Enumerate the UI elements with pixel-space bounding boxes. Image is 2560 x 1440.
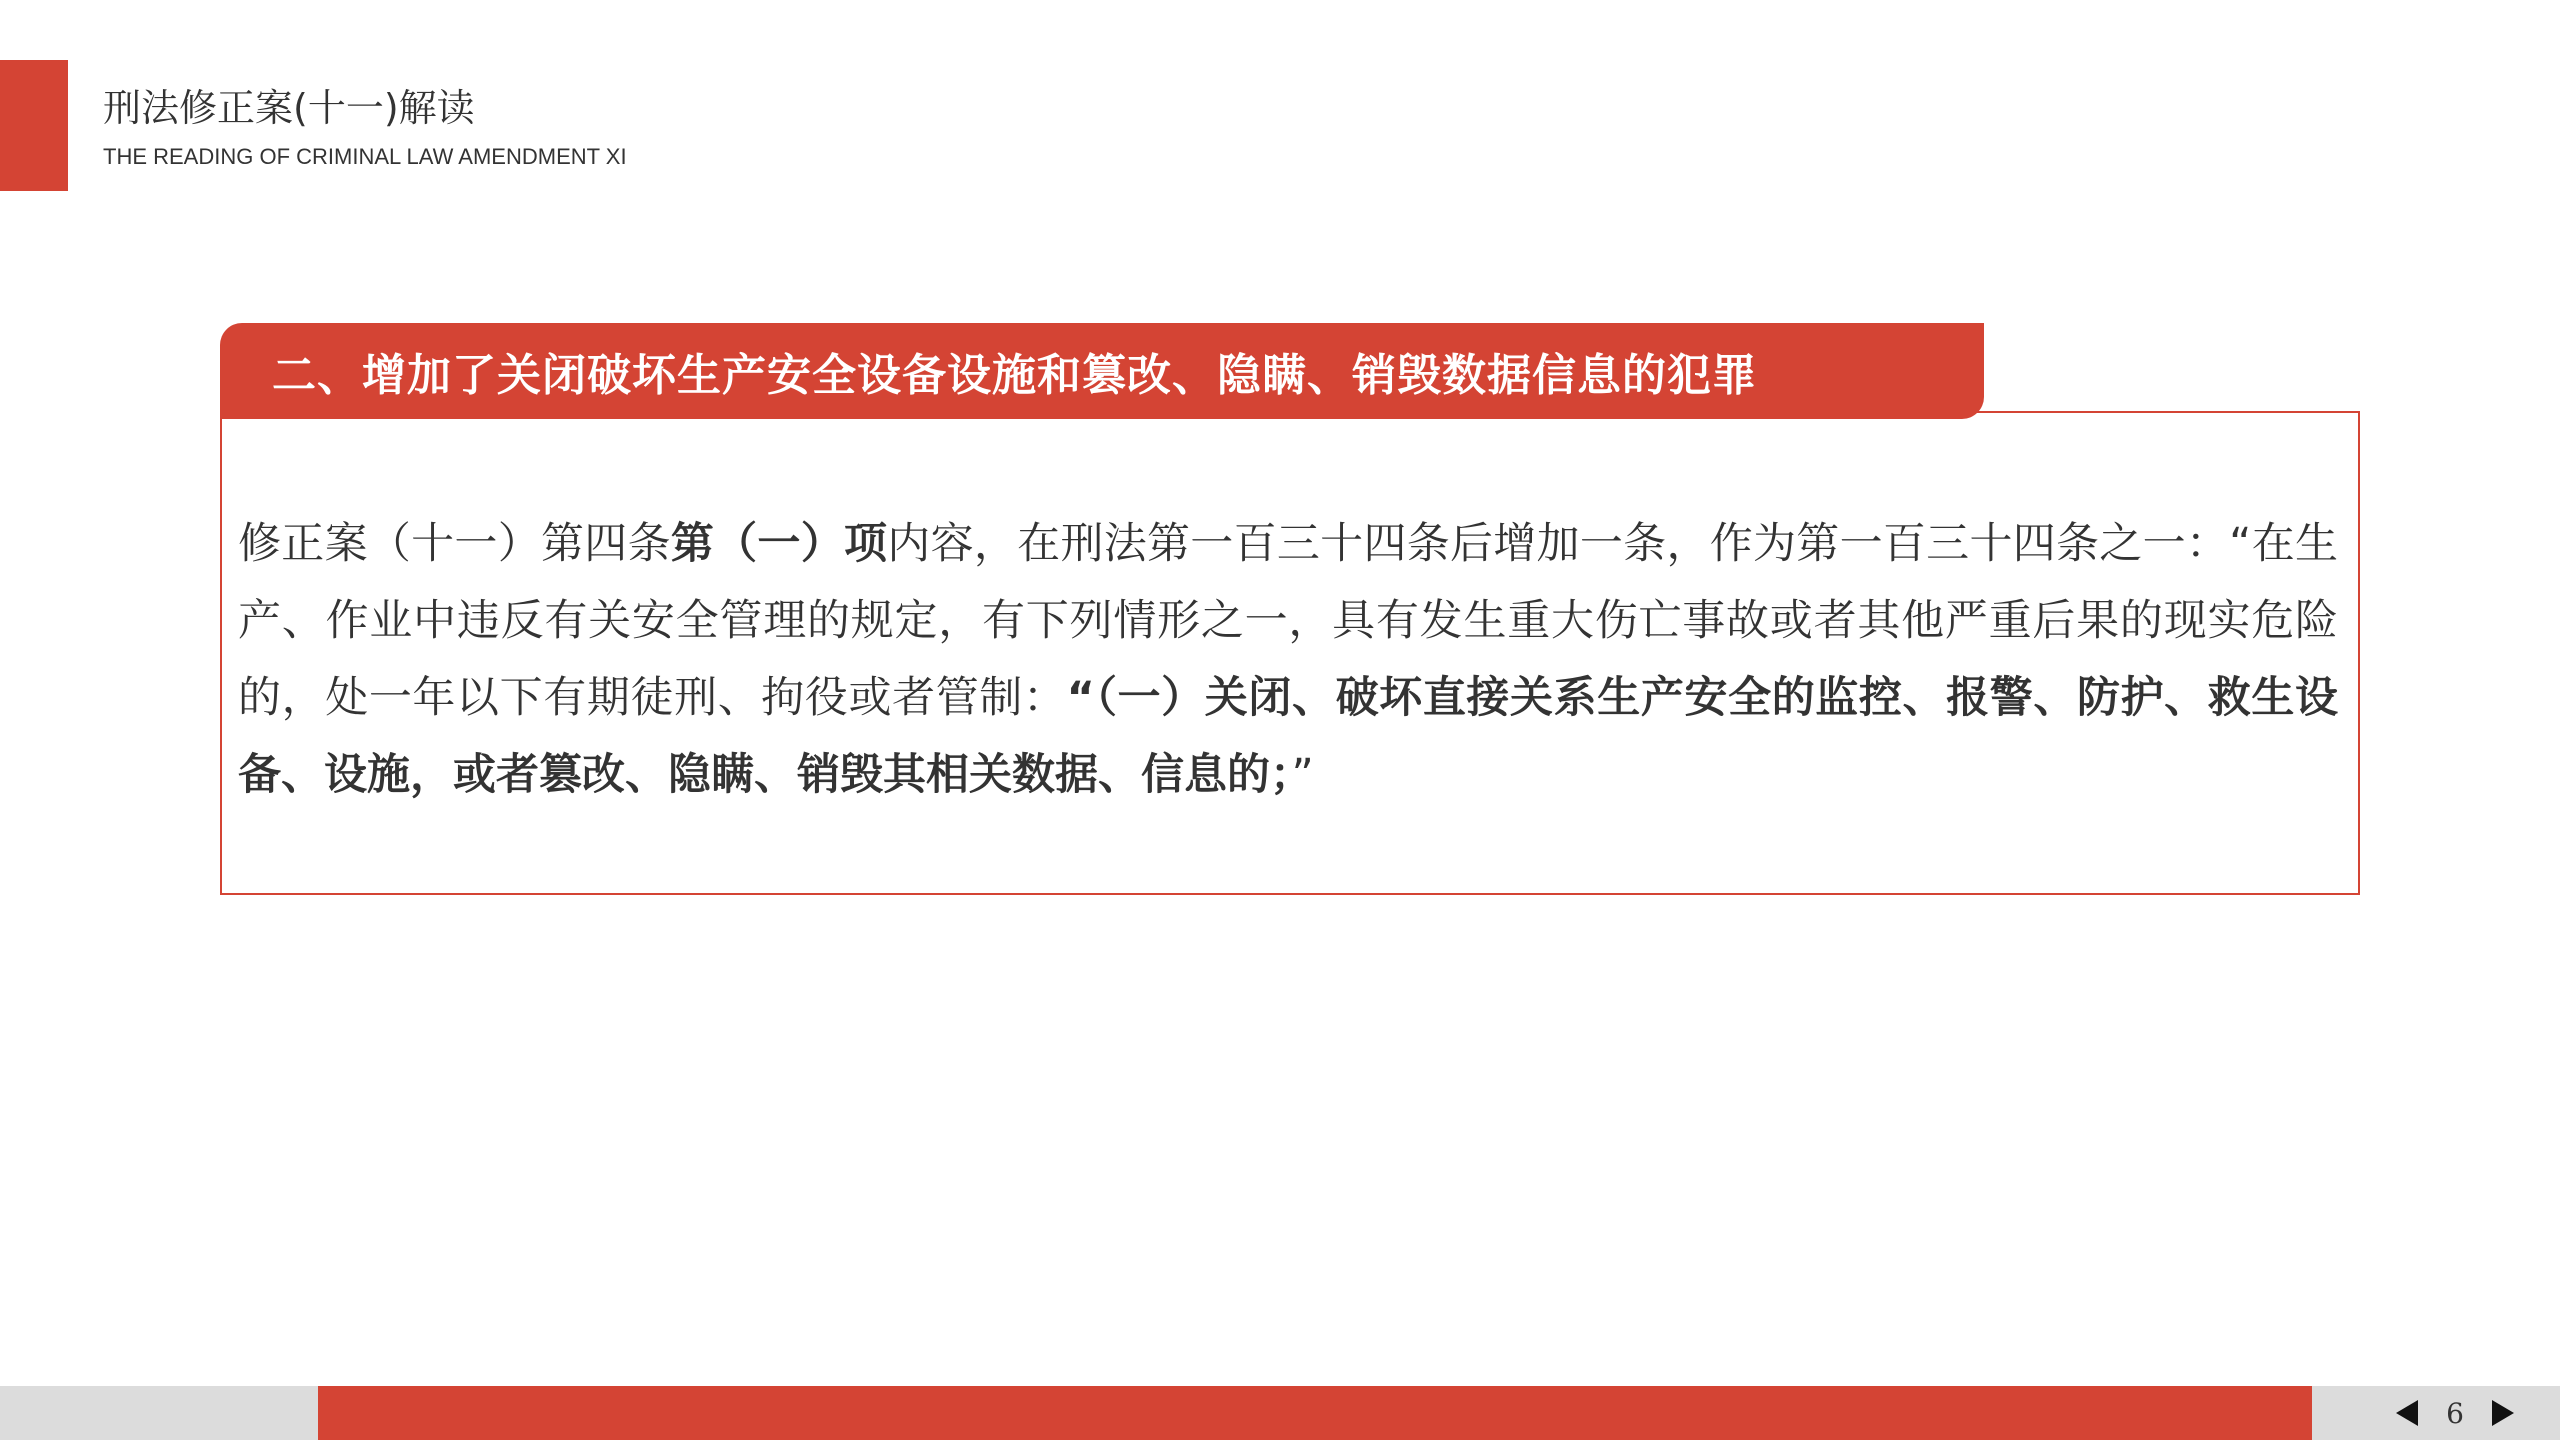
footer-accent-bar <box>318 1386 2312 1440</box>
next-slide-icon[interactable] <box>2492 1400 2514 1426</box>
body-intro-1: 修正案（十一）第四条 <box>238 519 671 569</box>
previous-slide-icon[interactable] <box>2396 1400 2418 1426</box>
header-accent-block <box>0 60 68 191</box>
page-number: 6 <box>2446 1396 2464 1430</box>
body-intro-2: 第（一）项 <box>670 519 888 569</box>
section-title: 二、增加了关闭破坏生产安全设备设施和篡改、隐瞒、销毁数据信息的犯罪 <box>272 350 1757 401</box>
section-body <box>238 506 2338 814</box>
slide-navigation <box>2350 1386 2560 1440</box>
body-closing-quote: ” <box>1291 750 1314 800</box>
body-emphasis: “（一）关闭、破坏直接关系生产安全的监控、报警、防护、救生设备、设施，或者篡改、隐瞒、销毁其相关数据、信息的； <box>238 673 2339 800</box>
section-banner <box>220 323 1984 419</box>
body-intro-3: 内容，在刑法第一百三十四条后增加一条，作为第一百三十四条之一：“在生产、作业中违反有关安全管理的规定，有下列情形之一，具有发生重大伤亡事故或者其他严重后果的现实危险的，处一年以下有期徒刑、拘役或者管制： <box>238 519 2339 723</box>
header-title: 刑法修正案(十一)解读 <box>103 86 475 130</box>
header-subtitle: THE READING OF CRIMINAL LAW AMENDMENT XI <box>103 144 627 169</box>
